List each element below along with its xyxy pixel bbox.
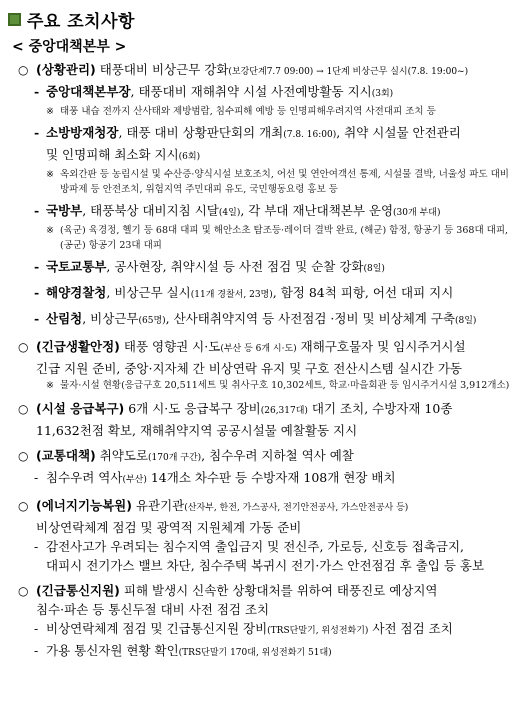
subheader: < 중앙대책본부 > (12, 39, 127, 55)
sub-text: 감전사고가 우려되는 침수지역 출입금지 및 전신주, 가로등, 신호등 접촉금지, (46, 539, 465, 554)
sub-item: - 가용 통신자원 현황 확인(TRS단말기 170대, 위성전화기 51대) (34, 643, 332, 658)
sub-small: (65명) (138, 316, 166, 326)
sub-text: , 태풍 대비 상황판단회의 개최 (118, 125, 284, 140)
note-mark-icon: ※ (46, 225, 54, 236)
item-text: 대기 조치, 수방자재 10종 (307, 401, 453, 416)
note (0, 378, 528, 393)
sub-item-coast-guard: - 해양경찰청, 비상근무 실시(11개 경찰서, 23명), 함정 84척 피항, 어선 대피 지시 (34, 285, 454, 300)
sub-item: - 비상연락체계 점검 및 긴급통신지원 장비(TRS단말기, 위성전화기) 사전 점검 조치 (34, 621, 453, 636)
sub-text: , 함정 84척 피항, 어선 대피 지시 (272, 285, 454, 300)
sub-text: 14개소 차수판 등 수방자재 108개 현장 배치 (146, 470, 396, 485)
sub-text: , 산사태취약지역 등 사전점검 ·정비 및 비상체계 구축 (165, 311, 455, 326)
item-tag: (시설 응급복구) (36, 401, 125, 416)
note-mark-icon: ※ (46, 169, 54, 180)
item-small: (170개 구간) (148, 453, 202, 463)
sub-small: (4일) (218, 208, 241, 218)
sub-small: (부산) (122, 475, 147, 485)
item-text: 태풍대비 비상근무 강화 (95, 62, 229, 77)
item-tag: (긴급통신지원) (36, 583, 120, 598)
item-text: 11,632천점 확보, 재해취약지역 공공시설물 예찰활동 지시 (36, 423, 358, 438)
item-text: 태풍 영향권 시·도 (119, 339, 221, 354)
note (0, 223, 528, 253)
sub-text: , 비상근무 (82, 311, 139, 326)
sub-text: 침수우려 역사 (46, 470, 123, 485)
sub-item-molit: - 국토교통부, 공사현장, 취약시설 등 사전 점검 및 순찰 강화(8일) (34, 259, 385, 274)
sub-small: (7.8. 16:00) (283, 130, 337, 140)
item-situation-management (0, 60, 528, 82)
item-text: 비상연락체계 점검 및 광역적 지원체계 가동 준비 (36, 520, 302, 535)
item-comms (0, 581, 528, 619)
item-text: 6개 시·도 응급복구 장비 (124, 401, 261, 416)
sub-item-forest-service: - 산림청, 비상근무(65명), 산사태취약지역 등 사전점검 ·정비 및 비상체계 구축(8일) (34, 311, 477, 326)
note-text: 옥외간판 등 농림시설 및 수산증·양식시설 보호조치, 어선 및 연안여객선 통제, 시설물 결박, 너울성 파도 대비 방파제 등 안전조치, 위험지역 주민대피 유도, 국민행동요령 홍보 등 (60, 169, 509, 195)
section-square-icon (8, 13, 21, 26)
sub-item-central-hq: - 중앙대책본부장, 태풍대비 재해취약 시설 사전예방활동 지시(3회) (34, 84, 394, 99)
agency-name: 중앙대책본부장 (46, 84, 131, 99)
agency-name: 국방부 (46, 203, 83, 218)
circle-bullet-icon: ○ (18, 340, 29, 354)
sub-text: , 취약 시설물 안전관리 (336, 125, 461, 140)
sub-small: (6회) (178, 152, 201, 162)
sub-small: (TRS단말기, 위성전화기) (267, 626, 369, 636)
section-header (8, 6, 528, 32)
sub-text: 가용 통신자원 현황 확인 (46, 643, 179, 658)
sub-text: , 태풍북상 대비지침 시달 (82, 203, 219, 218)
item-energy (0, 496, 528, 537)
item-tag: (교통대책) (36, 448, 96, 463)
item-facility-recovery (0, 399, 528, 440)
note (0, 167, 528, 197)
page-title: 주요 조치사항 (27, 11, 135, 32)
item-small: (보강단계7.7 09:00) → 1단계 비상근무 실시(7.8. 19:00~) (228, 67, 469, 77)
sub-small: (11개 경찰서, 23명) (190, 290, 273, 300)
circle-bullet-icon: ○ (18, 499, 29, 513)
sub-text: 대피시 전기가스 밸브 차단, 침수주택 복귀시 전기·가스 안전점검 후 출입 등 홍보 (46, 558, 485, 573)
sub-item-mnd: - 국방부, 태풍북상 대비지침 시달(4일), 각 부대 재난대책본부 운영(30개 부대) (34, 203, 441, 218)
sub-small: (8일) (455, 316, 477, 326)
note-text: 태풍 내습 전까지 산사태와 제방범람, 침수피해 예방 등 인명피해우려지역 사전대피 조치 등 (60, 106, 436, 117)
circle-bullet-icon: ○ (18, 449, 29, 463)
sub-text: , 각 부대 재난대책본부 운영 (240, 203, 394, 218)
sub-small: (30개 부대) (393, 208, 441, 218)
circle-bullet-icon: ○ (18, 63, 29, 77)
item-text: 재해구호물자 및 임시주거시설 (296, 339, 466, 354)
sub-item-nema: - 소방방재청장, 태풍 대비 상황판단회의 개최(7.8. 16:00), 취약 시설물 안전관리 및 인명피해 최소화 지시(6회) (34, 125, 461, 162)
note (0, 104, 528, 119)
item-tag: (긴급생활안정) (36, 339, 120, 354)
sub-text: 비상연락체계 점검 및 긴급통신지원 장비 (46, 621, 268, 636)
item-tag: (상황관리) (36, 62, 96, 77)
sub-small: (3회) (371, 89, 394, 99)
agency-name: 산림청 (46, 311, 83, 326)
agency-name: 소방방재청장 (46, 125, 119, 140)
item-text: , 침수우려 지하철 역사 예찰 (201, 448, 354, 463)
item-emergency-living (0, 337, 528, 378)
note-mark-icon: ※ (46, 106, 54, 117)
agency-name: 해양경찰청 (46, 285, 107, 300)
item-text: 긴급 지원 준비, 중앙·지자체 간 비상연락 유지 및 구호 전산시스템 실시간 가동 (36, 361, 462, 376)
sub-text: 사전 점검 조치 (368, 621, 453, 636)
item-text: 피해 발생시 신속한 상황대처를 위하여 태풍진로 예상지역 (119, 583, 438, 598)
sub-text: 및 인명피해 최소화 지시 (46, 147, 179, 162)
item-text: 취약도로 (95, 448, 149, 463)
sub-text: , 태풍대비 재해취약 시설 사전예방활동 지시 (130, 84, 372, 99)
sub-small: (TRS단말기 170대, 위성전화기 51대) (178, 648, 332, 658)
item-text: 침수·파손 등 통신두절 대비 사전 점검 조치 (36, 602, 270, 617)
item-small: (부산 등 6개 시·도) (220, 344, 297, 354)
circle-bullet-icon: ○ (18, 402, 29, 416)
agency-name: 국토교통부 (46, 259, 107, 274)
sub-item: - 침수우려 역사(부산) 14개소 차수판 등 수방자재 108개 현장 배치 (34, 470, 396, 485)
item-small: (산자부, 한전, 가스공사, 전기안전공사, 가스안전공사 등) (184, 503, 409, 513)
sub-text: , 공사현장, 취약시설 등 사전 점검 및 순찰 강화 (106, 259, 364, 274)
note-text: (육군) 육경정, 헬기 등 68대 대피 및 해안소초 탐조등·레이더 결박 완료, (해군) 함정, 항공기 등 368대 대피, (공군) 항공기 23대 대피 (60, 225, 509, 251)
item-text: 유관기관 (131, 498, 185, 513)
item-small: (26,317대) (260, 406, 308, 416)
item-traffic (0, 446, 528, 468)
circle-bullet-icon: ○ (18, 584, 29, 598)
sub-text: , 비상근무 실시 (106, 285, 191, 300)
note-text: 물자·시설 현황(응급구호 20,511세트 및 취사구호 10,302세트, 학교·마을회관 등 임시주거시설 3,912개소) (60, 380, 510, 391)
note-mark-icon: ※ (46, 380, 54, 391)
item-tag: (에너지기능복원) (36, 498, 132, 513)
sub-small: (8일) (363, 264, 385, 274)
sub-item: - 감전사고가 우려되는 침수지역 출입금지 및 전신주, 가로등, 신호등 접촉금지, 대피시 전기가스 밸브 차단, 침수주택 복귀시 전기·가스 안전점검 후 출입 등 홍보 (34, 539, 485, 573)
